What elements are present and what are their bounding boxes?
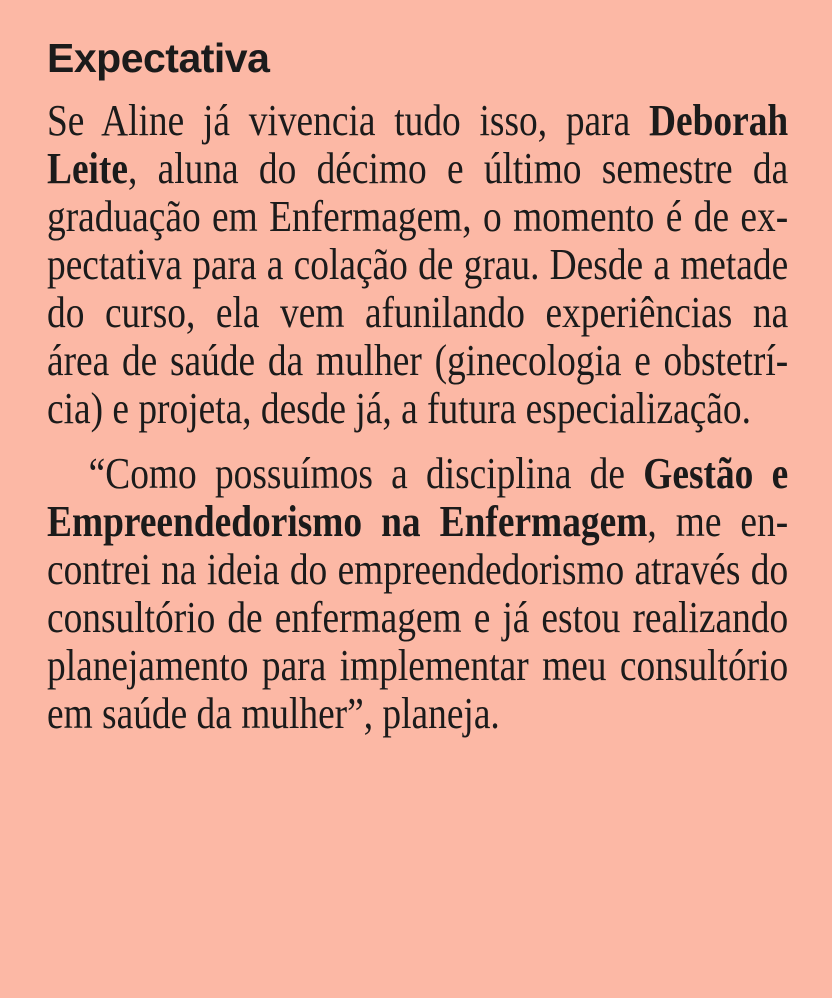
text-run-bold: Gestão e Empreendedorismo na Enfermagem (47, 449, 789, 546)
text-run-bold: Deborah Leite (47, 96, 789, 193)
text-run: , aluna do décimo e último semestre da graduação em Enfermagem, o momento é de expectativa para a colação de grau. Desde a metade do curso, ela vem afunilando experiências na área de saúde da mulher (ginecologia e obstetrícia) e projeta, desde já, a futura especialização. (47, 144, 789, 433)
article-body (47, 97, 788, 738)
text-run: “Como possuímos a disciplina de (88, 449, 644, 498)
text-run: Se Aline já vivencia tudo isso, para (47, 96, 649, 145)
text-run: , me encontrei na ideia do empreendedorismo através do consultório de enfermagem e já estou realizando planejamento para implementar meu consultório em saúde da mulher”, planeja. (47, 497, 789, 738)
section-heading: Expectativa (47, 35, 270, 81)
paragraph-1 (47, 97, 788, 433)
paragraph-2 (47, 450, 788, 738)
